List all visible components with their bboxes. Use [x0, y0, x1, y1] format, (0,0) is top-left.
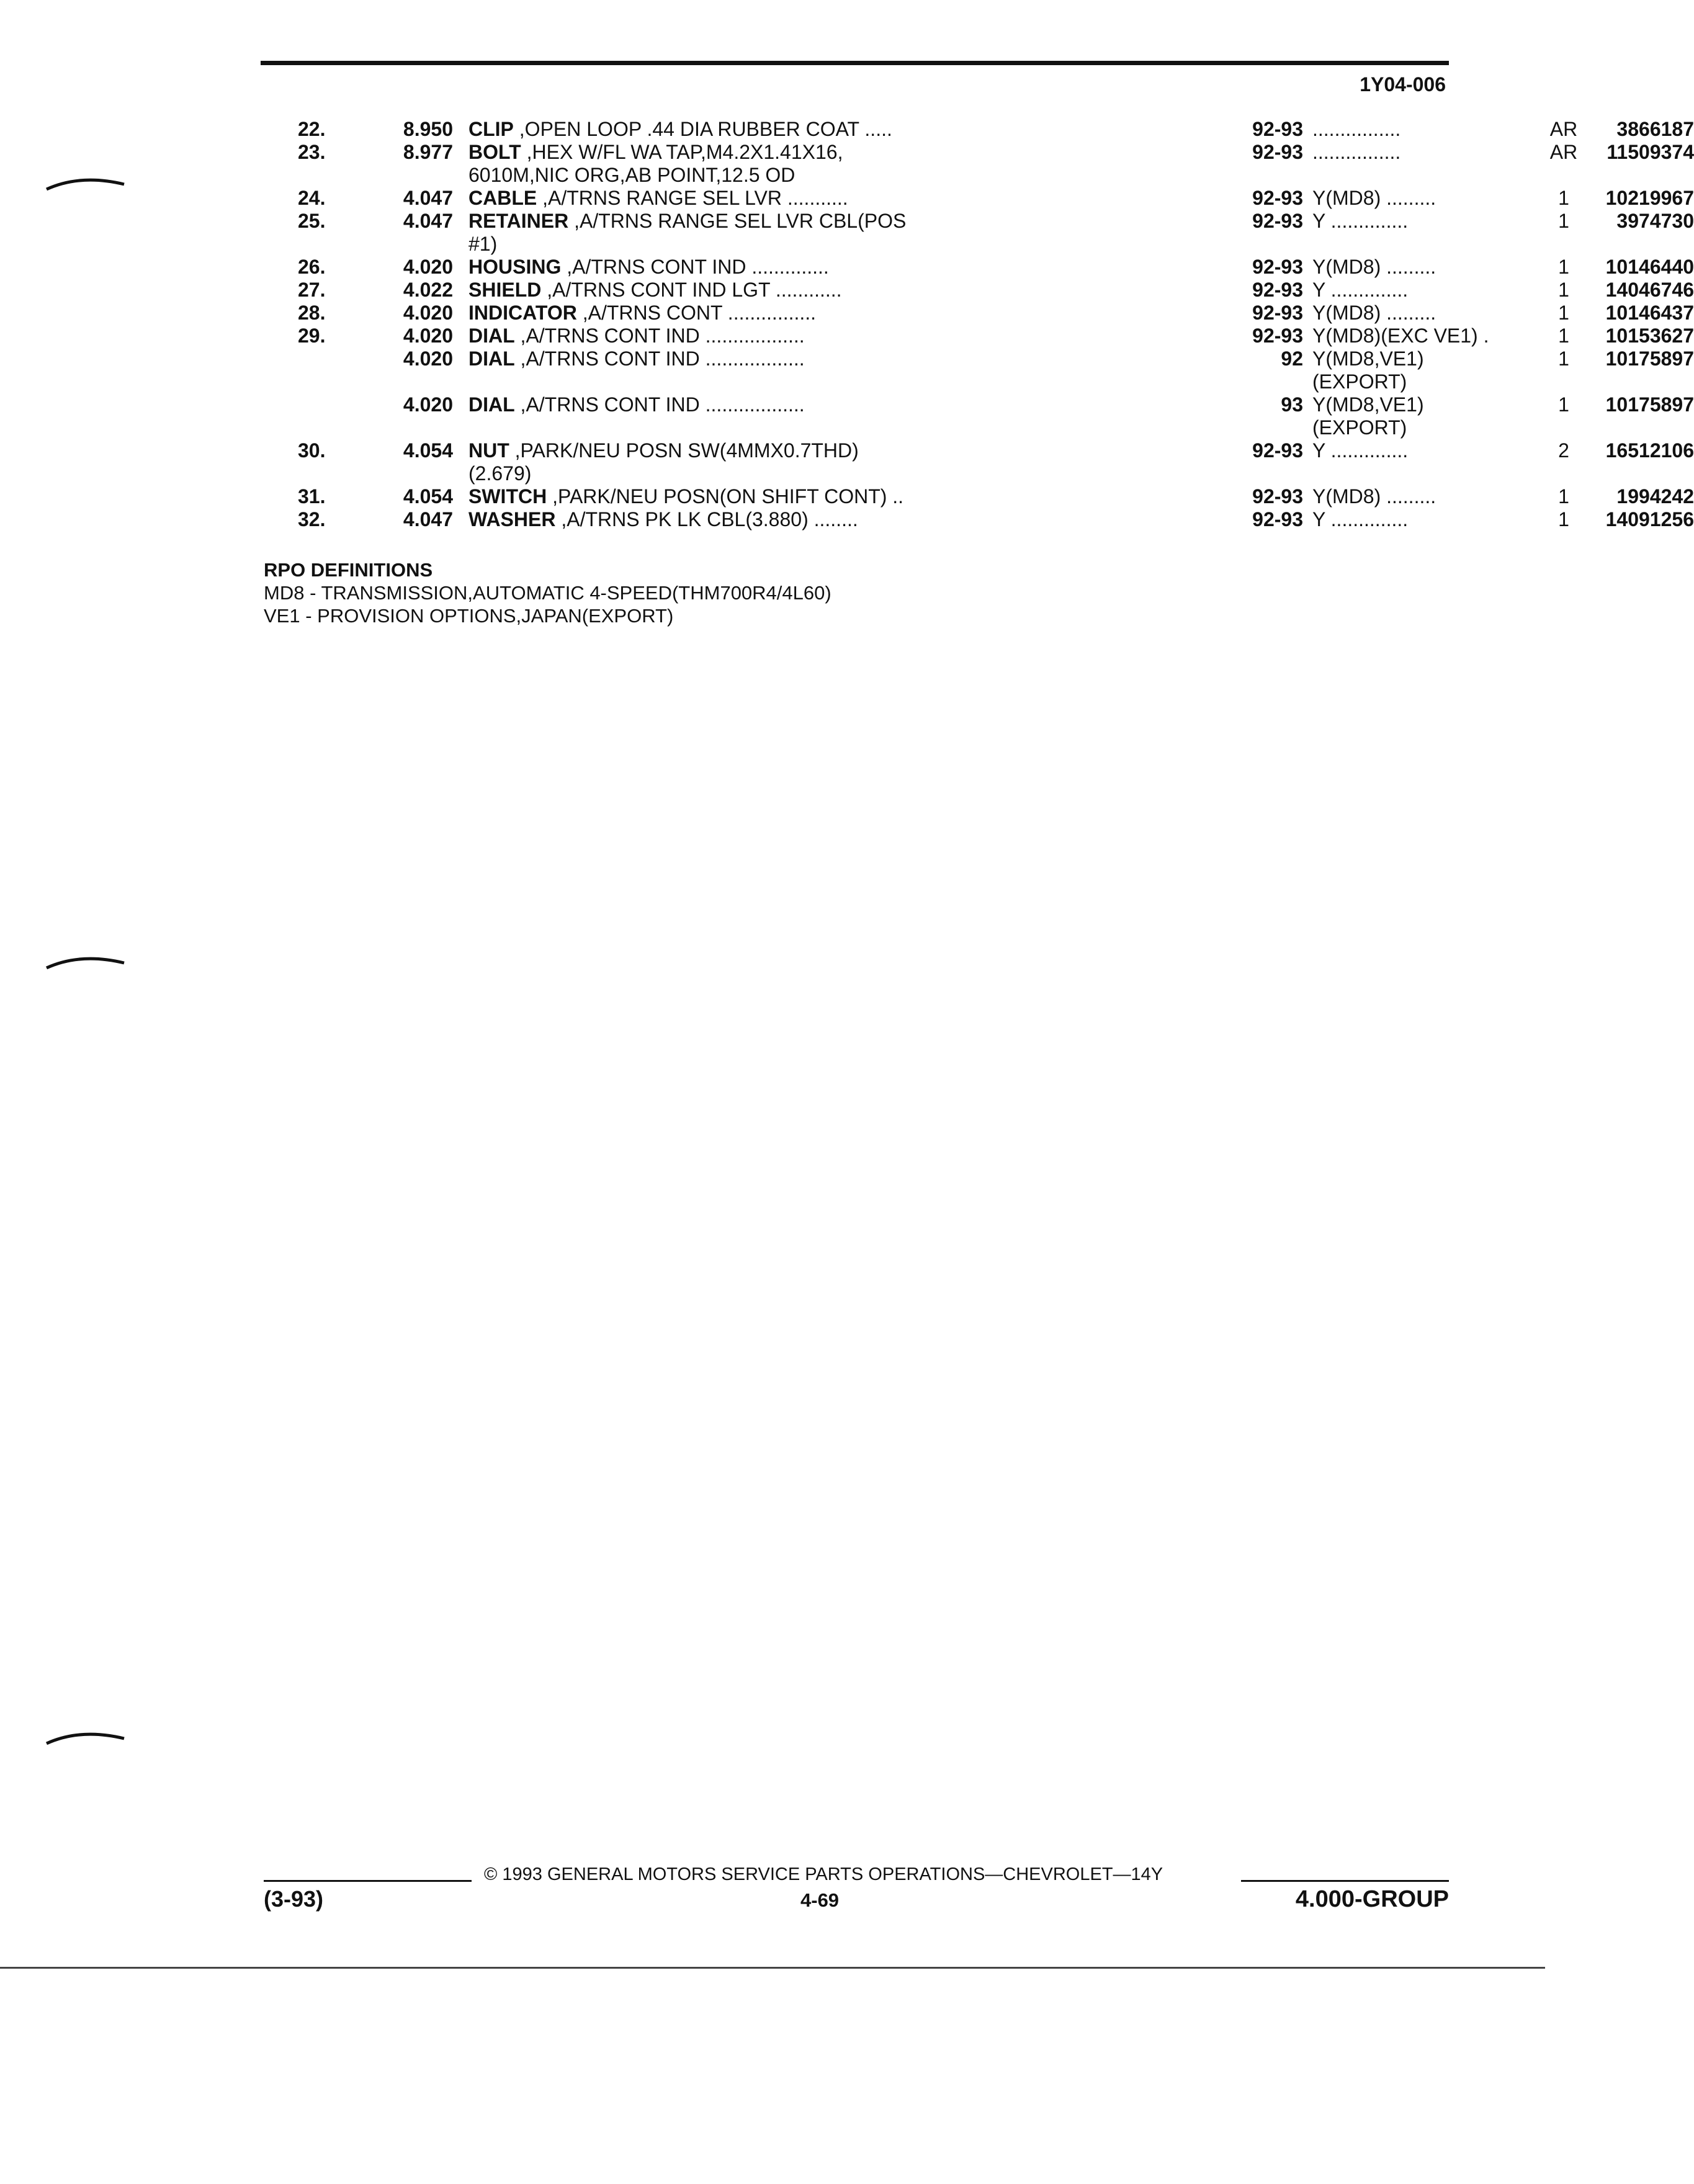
part-row: [248, 256, 1694, 279]
part-number: 10175897: [1605, 347, 1694, 370]
rpo-line-ve1: VE1 - PROVISION OPTIONS,JAPAN(EXPORT): [264, 605, 674, 627]
group-number: 4.020: [403, 302, 453, 324]
group-number: 4.047: [403, 508, 453, 530]
group-number: 4.020: [403, 324, 453, 347]
part-description: [468, 508, 1213, 531]
part-desc-text: ,A/TRNS CONT IND ..............: [561, 256, 829, 278]
group-number: 4.047: [403, 187, 453, 209]
part-name: DIAL: [468, 324, 515, 347]
model-years: 92-93: [1252, 141, 1303, 163]
quantity: 1: [1558, 210, 1569, 232]
usage-code: ................: [1312, 118, 1401, 140]
part-description: [468, 256, 1213, 279]
usage-code: Y ..............: [1312, 508, 1409, 530]
usage-code: Y ..............: [1312, 210, 1409, 232]
usage-code: Y ..............: [1312, 439, 1409, 462]
model-years: 92: [1281, 347, 1303, 370]
part-name: CLIP: [468, 118, 514, 140]
part-row: [248, 118, 1694, 141]
part-name: INDICATOR: [468, 302, 577, 324]
item-number: 28.: [298, 302, 326, 324]
footer-copyright: © 1993 GENERAL MOTORS SERVICE PARTS OPERATIONS—CHEVROLET—14Y: [484, 1864, 1163, 1884]
group-number: 8.950: [403, 118, 453, 140]
usage-code: Y ..............: [1312, 279, 1409, 301]
group-number: 4.020: [403, 393, 453, 416]
group-number: 4.054: [403, 485, 453, 508]
model-years: 92-93: [1252, 210, 1303, 232]
item-number: 30.: [298, 439, 326, 462]
quantity: 1: [1558, 302, 1569, 324]
model-years: 92-93: [1252, 118, 1303, 140]
item-number: 27.: [298, 279, 326, 301]
part-name: HOUSING: [468, 256, 562, 278]
usage-code: Y(MD8,VE1): [1312, 347, 1424, 370]
part-row: [248, 187, 1694, 210]
item-number: 32.: [298, 508, 326, 530]
item-number: 22.: [298, 118, 326, 140]
part-description: [468, 118, 1213, 141]
usage-code: ................: [1312, 141, 1401, 163]
part-description: [468, 324, 1213, 347]
part-description: [468, 393, 1213, 416]
quantity: AR: [1549, 118, 1578, 140]
model-years: 92-93: [1252, 187, 1303, 209]
usage-code: Y(MD8)(EXC VE1) .: [1312, 324, 1489, 347]
part-number: 3974730: [1616, 210, 1694, 232]
part-desc-text: ,A/TRNS RANGE SEL LVR ...........: [537, 187, 848, 209]
footer-date-code: (3-93): [264, 1886, 324, 1912]
part-number: 16512106: [1605, 439, 1694, 462]
quantity: AR: [1549, 141, 1578, 163]
group-number: 4.047: [403, 210, 453, 232]
binder-mark-top: [43, 171, 130, 195]
usage-code-cont: (EXPORT): [1312, 416, 1407, 439]
part-row: [248, 210, 1694, 256]
quantity: 1: [1558, 279, 1569, 301]
model-years: 92-93: [1252, 439, 1303, 462]
part-number: 10219967: [1605, 187, 1694, 209]
model-years: 92-93: [1252, 324, 1303, 347]
part-number: 11509374: [1607, 141, 1694, 163]
quantity: 1: [1558, 256, 1569, 278]
quantity: 1: [1558, 393, 1569, 416]
part-row: [248, 279, 1694, 302]
part-name: RETAINER: [468, 210, 569, 232]
part-row: [248, 508, 1694, 531]
item-number: 29.: [298, 324, 326, 347]
part-row: [248, 485, 1694, 508]
binder-mark-middle: [43, 949, 130, 974]
part-number: 14046746: [1605, 279, 1694, 301]
part-desc-text: ,A/TRNS RANGE SEL LVR CBL(POS: [568, 210, 907, 232]
item-number: 23.: [298, 141, 326, 163]
part-number: 3866187: [1616, 118, 1694, 140]
rpo-heading: RPO DEFINITIONS: [264, 559, 433, 581]
part-name: NUT: [468, 439, 509, 462]
part-name: DIAL: [468, 347, 515, 370]
part-name: SWITCH: [468, 485, 547, 508]
group-number: 4.020: [403, 347, 453, 370]
part-description-cont: (2.679): [468, 462, 532, 485]
part-description: [468, 302, 1213, 324]
group-number: 8.977: [403, 141, 453, 163]
footer-group: 4.000-GROUP: [1295, 1886, 1449, 1912]
part-desc-text: ,A/TRNS CONT IND LGT ............: [541, 279, 842, 301]
part-name: DIAL: [468, 393, 515, 416]
usage-code: Y(MD8) .........: [1312, 187, 1436, 209]
header-rule: [261, 61, 1449, 65]
part-desc-text: ,A/TRNS CONT ................: [576, 302, 817, 324]
binder-mark-bottom: [43, 1725, 130, 1750]
group-number: 4.054: [403, 439, 453, 462]
parts-list: [248, 118, 1694, 531]
item-number: 31.: [298, 485, 326, 508]
item-number: 24.: [298, 187, 326, 209]
part-row: [248, 439, 1694, 485]
model-years: 92-93: [1252, 279, 1303, 301]
part-description-cont: #1): [468, 233, 498, 255]
part-name: SHIELD: [468, 279, 542, 301]
part-description: [468, 279, 1213, 302]
usage-code: Y(MD8) .........: [1312, 256, 1436, 278]
usage-code: Y(MD8) .........: [1312, 302, 1436, 324]
part-description: [468, 141, 1213, 164]
item-number: 25.: [298, 210, 326, 232]
part-row: [248, 141, 1694, 187]
footer-page-number: 4-69: [800, 1889, 840, 1911]
part-desc-text: ,PARK/NEU POSN SW(4MMX0.7THD): [509, 439, 859, 462]
part-description: [468, 347, 1213, 370]
part-row: [248, 347, 1694, 393]
usage-code: Y(MD8) .........: [1312, 485, 1436, 508]
usage-code-cont: (EXPORT): [1312, 370, 1407, 393]
part-number: 10153627: [1605, 324, 1694, 347]
quantity: 1: [1558, 485, 1569, 508]
part-number: 14091256: [1605, 508, 1694, 530]
footer-rule-right: [1241, 1880, 1449, 1882]
model-years: 92-93: [1252, 508, 1303, 530]
part-desc-text: ,HEX W/FL WA TAP,M4.2X1.41X16,: [521, 141, 843, 163]
part-description-cont: 6010M,NIC ORG,AB POINT,12.5 OD: [468, 164, 795, 186]
part-desc-text: ,A/TRNS PK LK CBL(3.880) ........: [555, 508, 858, 530]
model-years: 92-93: [1252, 302, 1303, 324]
part-number: 10146437: [1605, 302, 1694, 324]
model-years: 92-93: [1252, 256, 1303, 278]
part-row: [248, 302, 1694, 324]
part-desc-text: ,A/TRNS CONT IND ..................: [514, 347, 805, 370]
part-desc-text: ,A/TRNS CONT IND ..................: [514, 393, 805, 416]
usage-code: Y(MD8,VE1): [1312, 393, 1424, 416]
part-row: [248, 393, 1694, 439]
part-description: [468, 187, 1213, 210]
rpo-definitions: [264, 558, 831, 627]
model-years: 92-93: [1252, 485, 1303, 508]
part-description: [468, 439, 1213, 462]
part-row: [248, 324, 1694, 347]
quantity: 1: [1558, 347, 1569, 370]
part-name: WASHER: [468, 508, 556, 530]
quantity: 2: [1558, 439, 1569, 462]
bottom-edge-rule: [0, 1967, 1545, 1969]
model-years: 93: [1281, 393, 1303, 416]
part-desc-text: ,A/TRNS CONT IND ..................: [514, 324, 805, 347]
part-desc-text: ,PARK/NEU POSN(ON SHIFT CONT) ..: [547, 485, 904, 508]
quantity: 1: [1558, 187, 1569, 209]
group-number: 4.020: [403, 256, 453, 278]
item-number: 26.: [298, 256, 326, 278]
quantity: 1: [1558, 508, 1569, 530]
part-description: [468, 485, 1213, 508]
part-number: 10175897: [1605, 393, 1694, 416]
part-desc-text: ,OPEN LOOP .44 DIA RUBBER COAT .....: [513, 118, 892, 140]
part-name: BOLT: [468, 141, 521, 163]
quantity: 1: [1558, 324, 1569, 347]
group-number: 4.022: [403, 279, 453, 301]
rpo-line-md8: MD8 - TRANSMISSION,AUTOMATIC 4-SPEED(THM700R4/4L60): [264, 582, 831, 604]
part-number: 10146440: [1605, 256, 1694, 278]
part-number: 1994242: [1616, 485, 1694, 508]
part-name: CABLE: [468, 187, 537, 209]
footer-rule-left: [264, 1880, 472, 1882]
part-description: [468, 210, 1213, 233]
page-id: 1Y04-006: [1360, 73, 1446, 96]
